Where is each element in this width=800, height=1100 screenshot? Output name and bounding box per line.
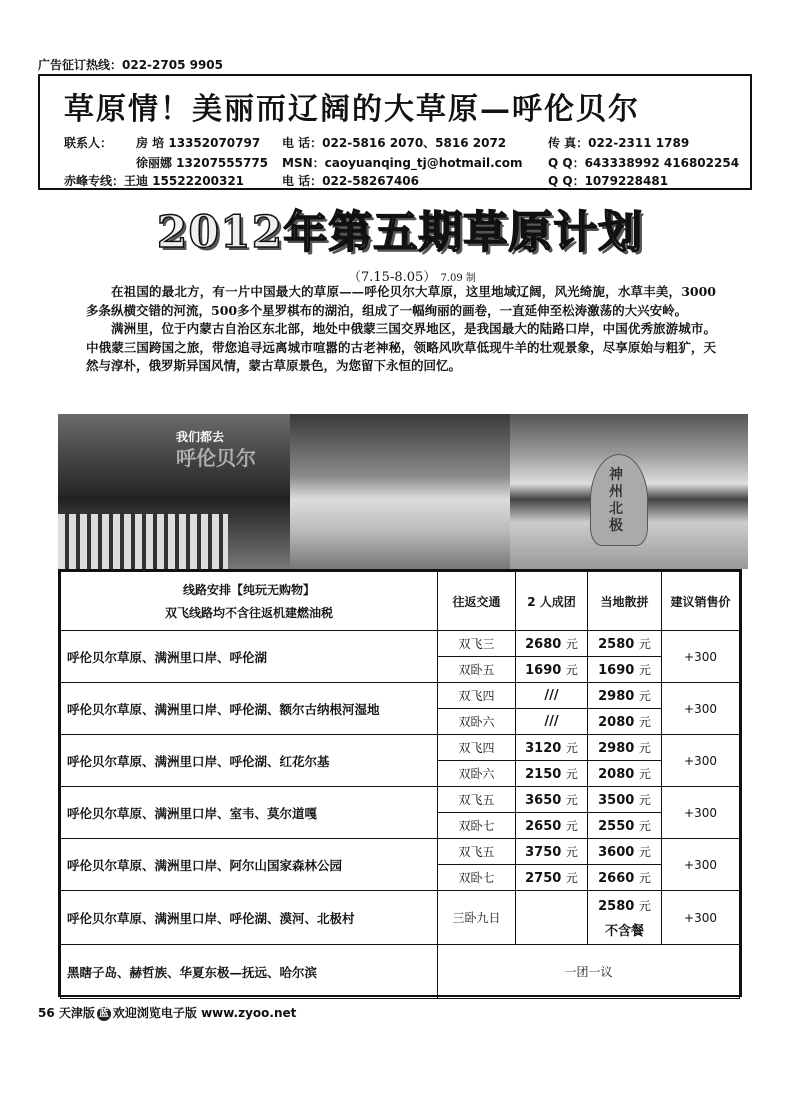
route-cell: 黑瞎子岛、赫哲族、华夏东极—抚远、哈尔滨 <box>61 945 438 999</box>
transport-cell: 双飞三 <box>438 631 516 657</box>
yuan-unit: 元 <box>638 871 651 885</box>
qq-line-2: Q Q：1079228481 <box>548 174 669 188</box>
group-price: 3750 <box>525 845 562 860</box>
header-local: 当地散拼 <box>588 572 662 631</box>
table-row <box>61 631 740 657</box>
transport-cell: 双飞四 <box>438 735 516 761</box>
group-price: 2150 <box>525 767 562 782</box>
contact-label: 联系人： <box>64 136 113 150</box>
ad-hotline: 广告征订热线：022-2705 9905 <box>38 58 224 72</box>
table-row <box>61 683 740 709</box>
table-row <box>61 735 740 761</box>
table-row <box>61 787 740 813</box>
group-cell <box>516 839 588 865</box>
local-price: 2080 <box>598 715 635 730</box>
group-price: 1690 <box>525 663 562 678</box>
price-table-wrap <box>58 569 742 997</box>
group-price: 2650 <box>525 819 562 834</box>
intro-text <box>86 283 716 376</box>
yuan-unit: 元 <box>638 767 651 781</box>
group-price: /// <box>544 688 559 703</box>
transport-cell: 双卧七 <box>438 865 516 891</box>
date-made: 7.09 制 <box>440 273 476 284</box>
transport-cell: 双飞四 <box>438 683 516 709</box>
date-range: （7.15-8.05） <box>348 270 437 285</box>
group-cell <box>516 891 588 945</box>
local-cell <box>588 787 662 813</box>
photo-monument-stone <box>510 414 748 569</box>
yuan-unit: 元 <box>565 871 578 885</box>
local-price: 2080 <box>598 767 635 782</box>
yuan-unit: 元 <box>638 845 651 859</box>
local-price: 3500 <box>598 793 635 808</box>
local-cell <box>588 865 662 891</box>
extra-cell: +300 <box>662 631 740 683</box>
yuan-unit: 元 <box>565 767 578 781</box>
photo-grassland-fence <box>58 414 290 569</box>
group-cell <box>516 813 588 839</box>
header-price: 建议销售价 <box>662 572 740 631</box>
local-price: 2550 <box>598 819 635 834</box>
table-header-row <box>61 572 740 631</box>
local-price: 2980 <box>598 741 635 756</box>
contact-1: 房 培 13352070797 <box>136 136 261 150</box>
local-price: 2580 <box>598 898 635 914</box>
qq-line-1: Q Q：643338992 416802254 <box>548 156 740 170</box>
transport-cell: 双卧五 <box>438 657 516 683</box>
yuan-unit: 元 <box>565 663 578 677</box>
header-route <box>61 572 438 631</box>
local-cell <box>588 631 662 657</box>
intro-paragraph-2: 满洲里，位于内蒙古自治区东北部，地处中俄蒙三国交界地区，是我国最大的陆路口岸，中国优秀旅游城市。中俄蒙三国跨国之旅，带您追寻远离城市喧嚣的古老神秘，领略风吹草低现牛羊的壮观景象，尽享原始与粗犷，天然与淳朴，俄罗斯异国风情，蒙古草原景色，为您留下永恒的回忆。 <box>86 321 716 373</box>
blue-badge-icon: 蓝 <box>98 1007 109 1019</box>
footer-text: 欢迎浏览电子版 www.zyoo.net <box>112 1006 297 1020</box>
local-cell <box>588 709 662 735</box>
footer <box>38 1004 296 1021</box>
transport-cell: 双飞五 <box>438 839 516 865</box>
extra-cell: +300 <box>662 891 740 945</box>
fax-line: 传 真：022-2311 1789 <box>548 136 690 150</box>
stone-text: 神州北极 <box>609 467 623 534</box>
fence-graphic <box>58 514 228 569</box>
header-route-line-2: 双飞线路均不含往返机建燃油税 <box>164 606 333 620</box>
group-price: 2750 <box>525 871 562 886</box>
yuan-unit: 元 <box>638 898 651 913</box>
transport-cell: 双卧六 <box>438 709 516 735</box>
local-price: 2980 <box>598 689 635 704</box>
route-cell: 呼伦贝尔草原、满洲里口岸、呼伦湖、红花尔基 <box>61 735 438 787</box>
group-cell <box>516 735 588 761</box>
page-number: 56 天津版 <box>38 1006 95 1020</box>
local-price: 3600 <box>598 845 635 860</box>
table-row <box>61 945 740 999</box>
photo-caption-2: 呼伦贝尔 <box>176 446 256 470</box>
yuan-unit: 元 <box>565 793 578 807</box>
group-cell <box>516 787 588 813</box>
group-cell <box>516 657 588 683</box>
chifeng-line: 赤峰专线：王迪 15522200321 <box>64 174 245 188</box>
stone-monument <box>590 454 648 546</box>
yuan-unit: 元 <box>565 637 578 651</box>
route-cell: 呼伦贝尔草原、满洲里口岸、室韦、莫尔道嘎 <box>61 787 438 839</box>
yuan-unit: 元 <box>565 741 578 755</box>
photo-river-horses <box>290 414 510 569</box>
group-cell <box>516 709 588 735</box>
table-row <box>61 839 740 865</box>
transport-cell: 三卧九日 <box>438 891 516 945</box>
local-price: 1690 <box>598 663 635 678</box>
plan-title: 2012年第五期草原计划 <box>156 207 644 258</box>
group-cell <box>516 761 588 787</box>
yuan-unit: 元 <box>638 741 651 755</box>
route-cell: 呼伦贝尔草原、满洲里口岸、呼伦湖 <box>61 631 438 683</box>
group-price: 2680 <box>525 637 562 652</box>
local-cell <box>588 683 662 709</box>
transport-cell: 双飞五 <box>438 787 516 813</box>
group-cell <box>516 631 588 657</box>
ad-title: 草原情！美丽而辽阔的大草原—呼伦贝尔 <box>64 92 640 127</box>
yuan-unit: 元 <box>638 819 651 833</box>
local-cell <box>588 891 662 945</box>
transport-cell: 双卧六 <box>438 761 516 787</box>
negotiable-cell: 一团一议 <box>438 945 740 999</box>
yuan-unit: 元 <box>638 637 651 651</box>
group-price: /// <box>544 714 559 729</box>
local-cell <box>588 735 662 761</box>
group-cell <box>516 683 588 709</box>
local-cell <box>588 839 662 865</box>
yuan-unit: 元 <box>638 793 651 807</box>
yuan-unit: 元 <box>638 663 651 677</box>
photo-caption-1: 我们都去 <box>176 430 225 444</box>
local-cell <box>588 761 662 787</box>
extra-cell: +300 <box>662 787 740 839</box>
no-meal-note: 不含餐 <box>604 923 644 939</box>
photo-strip <box>58 414 748 569</box>
group-price: 3650 <box>525 793 562 808</box>
group-cell <box>516 865 588 891</box>
chifeng-phone: 电 话：022-58267406 <box>282 174 420 188</box>
route-cell: 呼伦贝尔草原、满洲里口岸、呼伦湖、额尔古纳根河湿地 <box>61 683 438 735</box>
price-table <box>60 571 740 999</box>
route-cell: 呼伦贝尔草原、满洲里口岸、呼伦湖、漠河、北极村 <box>61 891 438 945</box>
table-row <box>61 891 740 945</box>
header-route-line-1: 线路安排【纯玩无购物】 <box>182 583 315 597</box>
route-cell: 呼伦贝尔草原、满洲里口岸、阿尔山国家森林公园 <box>61 839 438 891</box>
yuan-unit: 元 <box>638 715 651 729</box>
local-cell <box>588 657 662 683</box>
intro-paragraph-1: 在祖国的最北方，有一片中国最大的草原——呼伦贝尔大草原，这里地域辽阔，风光绮旎，水草丰美，3000多条纵横交错的河流，500多个星罗棋布的湖泊，组成了一幅绚丽的画卷，一直延伸至松涛激荡的大兴安岭。 <box>86 284 716 318</box>
yuan-unit: 元 <box>638 689 651 703</box>
local-price: 2660 <box>598 871 635 886</box>
yuan-unit: 元 <box>565 819 578 833</box>
contact-2: 徐丽娜 13207555775 <box>136 156 269 170</box>
ad-box <box>38 74 752 190</box>
extra-cell: +300 <box>662 683 740 735</box>
msn-line: MSN：caoyuanqing_tj@hotmail.com <box>282 156 523 170</box>
local-price: 2580 <box>598 637 635 652</box>
extra-cell: +300 <box>662 735 740 787</box>
phone-line: 电 话：022-5816 2070、5816 2072 <box>282 136 507 150</box>
local-cell <box>588 813 662 839</box>
transport-cell: 双卧七 <box>438 813 516 839</box>
group-price: 3120 <box>525 741 562 756</box>
yuan-unit: 元 <box>565 845 578 859</box>
extra-cell: +300 <box>662 839 740 891</box>
header-transport: 往返交通 <box>438 572 516 631</box>
header-group: 2 人成团 <box>516 572 588 631</box>
